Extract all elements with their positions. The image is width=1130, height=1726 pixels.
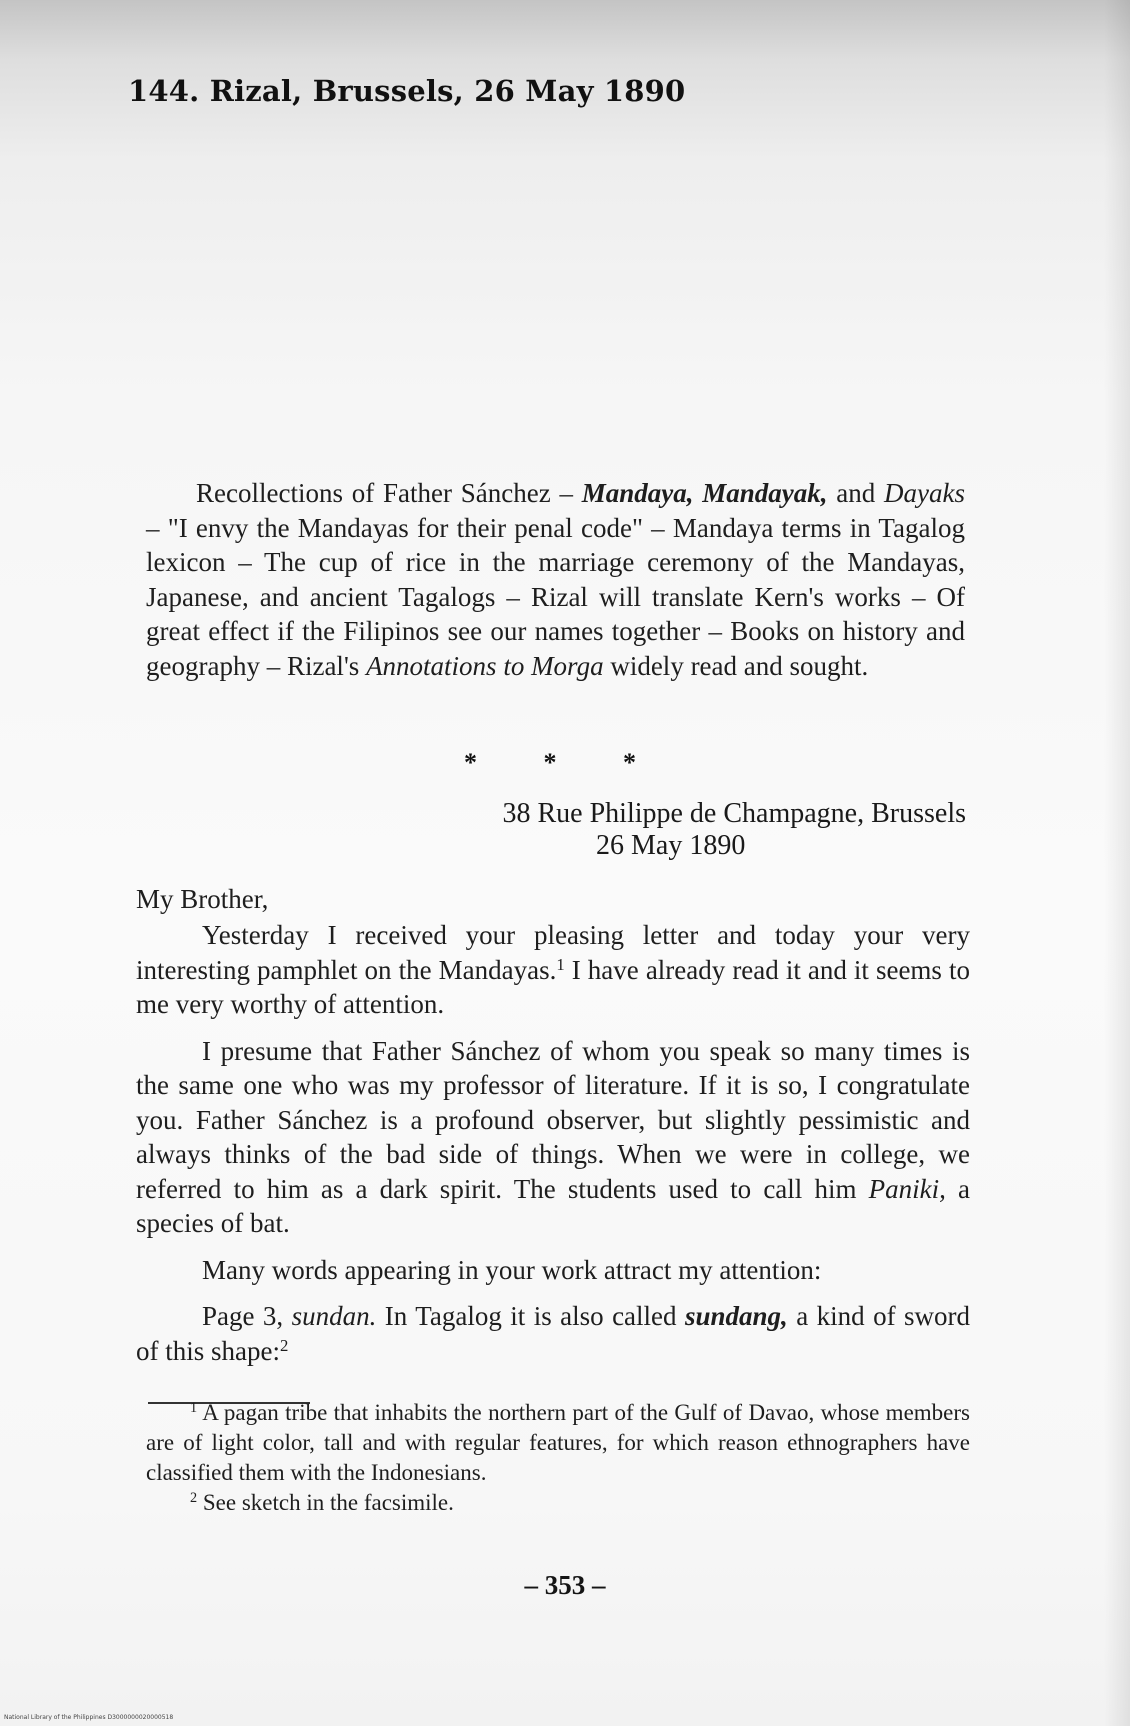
- summary-text-4: widely read and sought.: [603, 650, 869, 681]
- p1-text-2: I have already read it and it seems to me very worthy of attention.: [136, 954, 970, 1019]
- letter-address: 38 Rue Philippe de Champagne, Brussels: [502, 798, 966, 829]
- footnote-1: [146, 1398, 970, 1488]
- body-paragraph-1: [136, 918, 970, 1022]
- letter-body: [136, 918, 970, 1380]
- summary-italic-3: Annotations to Morga: [366, 650, 604, 681]
- footnote-ref-1: 1: [556, 954, 565, 974]
- p4-italic-1: sundan.: [291, 1301, 377, 1331]
- footnote-1-text: A pagan tribe that inhabits the northern part of the Gulf of Davao, whose members are of light color, tall and with regular features, for which reason ethnographers have classified them with the Indonesians.: [146, 1400, 970, 1485]
- p4-text-3: a kind of sword of this shape:: [136, 1301, 970, 1366]
- summary-text-2: and: [827, 478, 885, 508]
- body-paragraph-2: [136, 1034, 970, 1241]
- summary-italic-1: Mandaya, Mandayak,: [581, 478, 828, 508]
- p2-text-2: a species of bat.: [136, 1173, 970, 1238]
- footnote-2-marker: 2: [190, 1490, 198, 1507]
- p4-text-2: In Tagalog it is also called: [376, 1301, 685, 1331]
- footnotes: [146, 1398, 970, 1518]
- p4-text-1: Page 3,: [202, 1301, 292, 1331]
- summary-text-3: – "I envy the Mandayas for their penal code" – Mandaya terms in Tagalog lexicon – The cup of rice in the marriage ceremony of the Mandayas, Japanese, and ancient Tagalogs – Rizal will translate Kern's works – Of great effect if the Filipinos see our names together – Books on history and geography – Rizal's: [146, 512, 965, 681]
- summary-italic-2: Dayaks: [884, 478, 965, 508]
- page-number: – 353 –: [524, 1570, 606, 1600]
- letter-date: 26 May 1890: [596, 830, 746, 861]
- summary-text-1: Recollections of Father Sánchez –: [196, 478, 582, 508]
- p2-italic-1: Paniki,: [868, 1173, 946, 1204]
- scan-credit: National Library of the Philippines D3000000020000518: [4, 1714, 174, 1721]
- p1-text-1: Yesterday I received your pleasing letter and today your very interesting pamphlet on the Mandayas.: [136, 920, 970, 985]
- p2-text-1: I presume that Father Sánchez of whom you speak so many times is the same one who was my professor of literature. If it is so, I congratulate you. Father Sánchez is a profound observer, but slightly pessimistic and always thinks of the bad side of things. When we were in college, we referred to him as a dark spirit. The students used to call him: [136, 1035, 970, 1204]
- salutation: My Brother,: [136, 884, 269, 914]
- letter-heading: 144. Rizal, Brussels, 26 May 1890: [128, 74, 686, 108]
- letter-summary: [146, 476, 965, 683]
- section-separator: * * *: [464, 748, 666, 777]
- body-paragraph-3: Many words appearing in your work attract my attention:: [202, 1254, 822, 1285]
- footnote-2-text: See sketch in the facsimile.: [197, 1490, 454, 1515]
- p4-italic-2: sundang,: [684, 1301, 788, 1331]
- footnote-2: [146, 1488, 970, 1518]
- footnote-ref-2: 2: [279, 1335, 289, 1355]
- body-paragraph-4: [136, 1299, 970, 1368]
- footnote-1-marker: 1: [190, 1400, 198, 1417]
